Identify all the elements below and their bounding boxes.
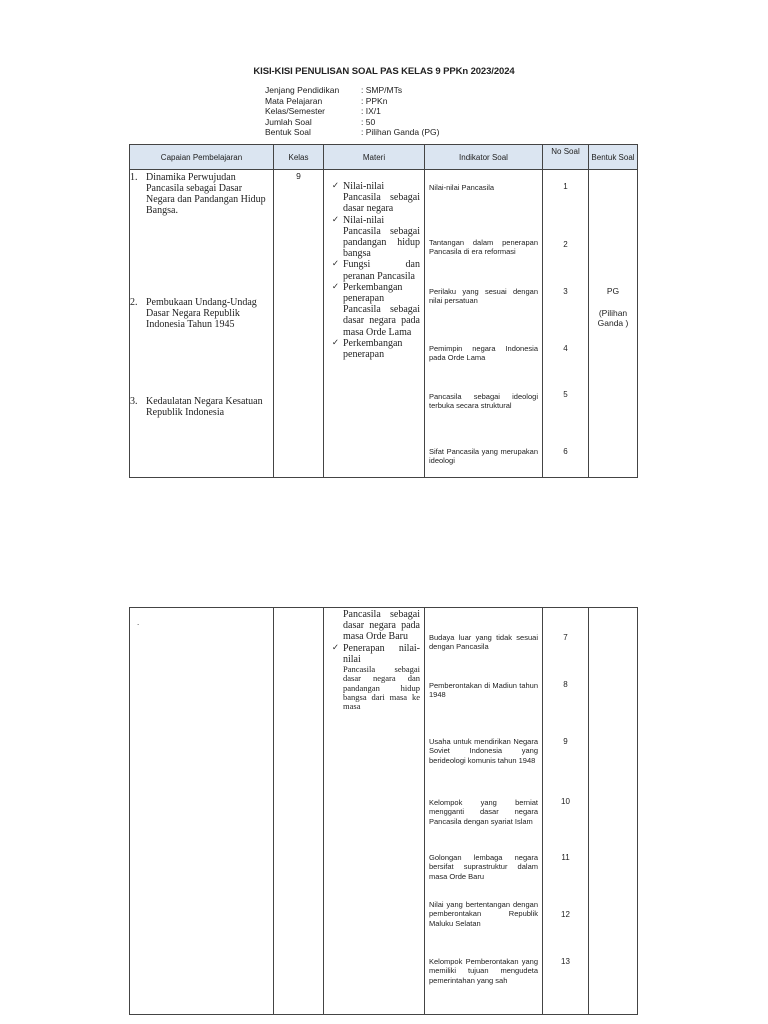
check-icon: ✓: [331, 642, 339, 653]
indikator-text: Nilai-nilai Pancasila: [429, 183, 495, 192]
no-soal: 12: [561, 910, 570, 919]
no-soal: 9: [563, 737, 568, 746]
header-indikator: Indikator Soal: [425, 145, 543, 170]
materi-item: [324, 609, 424, 643]
header-capaian: Capaian Pembelajaran: [130, 145, 274, 170]
no-soal-cell: [543, 170, 589, 478]
materi-text: Fungsi dan peranan Pancasila: [343, 259, 420, 282]
bentuk-soal-cell: [589, 608, 638, 1015]
check-icon: [324, 609, 343, 643]
info-label: Jenjang Pendidikan: [265, 85, 340, 95]
no-soal: 2: [563, 240, 568, 249]
capaian-text: Pembukaan Undang-Undag Dasar Negara Republik Indonesia Tahun 1945: [146, 297, 257, 330]
info-label: Jumlah Soal: [265, 116, 312, 127]
capaian-number: 2.: [130, 297, 138, 308]
no-soal: 4: [563, 344, 568, 353]
materi-text: Perkembangan penerapan Pancasila sebagai dasar negara pada masa Orde Lama: [343, 281, 420, 338]
indikator-text: Pemimpin negara Indonesia pada Orde Lama: [429, 344, 538, 363]
materi-item: [324, 215, 424, 260]
materi-item: [324, 643, 424, 665]
bentuk-soal-cell: [589, 170, 638, 478]
no-soal: 3: [563, 287, 568, 296]
indikator-text: Nilai yang bertentangan dengan pemberontakan Republik Maluku Selatan: [429, 900, 538, 928]
indikator-text: Golongan lembaga negara bersifat suprastruktur dalam masa Orde Baru: [429, 853, 538, 881]
indikator-cell: [425, 170, 543, 478]
bentuk-soal-detail: (Pilihan Ganda ): [597, 308, 629, 328]
indikator-text: Pancasila sebagai ideologi terbuka secara struktural: [429, 392, 538, 411]
no-soal: 7: [563, 633, 568, 642]
indikator-text: Kelompok Pemberontakan yang memiliki tujuan mengudeta pemerintahan yang sah: [429, 957, 538, 985]
materi-text: Pancasila sebagai dasar negara pada masa Orde Baru: [343, 609, 420, 643]
capaian-cell: [130, 170, 274, 478]
capaian-text: Dinamika Perwujudan Pancasila sebagai Dasar Negara dan Pandangan Hidup Bangsa.: [146, 172, 266, 216]
check-icon: [324, 665, 343, 711]
capaian-number: 1.: [130, 172, 138, 183]
header-no-soal: No Soal: [543, 145, 589, 170]
indikator-text: Budaya luar yang tidak sesuai dengan Pancasila: [429, 633, 538, 652]
capaian-number: 3.: [130, 396, 138, 407]
no-soal-cell: [543, 608, 589, 1015]
info-value: : 50: [361, 116, 376, 127]
materi-text: Nilai-nilai Pancasila sebagai pandangan hidup bangsa: [343, 214, 420, 260]
info-row: [265, 96, 439, 107]
materi-item: [324, 259, 424, 281]
no-soal: 13: [561, 957, 570, 966]
bentuk-soal-value: PG: [606, 286, 620, 296]
materi-text: Nilai-nilai Pancasila sebagai dasar negara: [343, 181, 420, 215]
indikator-text: Pemberontakan di Madiun tahun 1948: [429, 681, 538, 700]
capaian-cell: [130, 608, 274, 1015]
indikator-text: Tantangan dalam penerapan Pancasila di era reformasi: [429, 238, 538, 257]
indikator-text: Perilaku yang sesuai dengan nilai persatuan: [429, 287, 538, 306]
info-value: : Pilihan Ganda (PG): [361, 127, 440, 137]
info-row: [265, 106, 439, 117]
info-label: Mata Pelajaran: [265, 95, 323, 106]
kelas-cell: [274, 608, 324, 1015]
indikator-text: Usaha untuk mendirikan Negara Soviet Indonesia yang berideologi komunis tahun 1948: [429, 737, 538, 765]
materi-item: [324, 181, 424, 215]
no-soal: 8: [563, 680, 568, 689]
materi-item: [324, 665, 424, 711]
no-soal: 5: [563, 390, 568, 399]
indikator-text: Sifat Pancasila yang merupakan ideologi: [429, 447, 538, 466]
table-header-row: [130, 145, 638, 170]
info-row: [265, 117, 439, 128]
check-icon: ✓: [331, 181, 339, 191]
indikator-text: Kelompok yang berniat mengganti dasar negara Pancasila dengan syariat Islam: [429, 798, 538, 826]
check-icon: ✓: [331, 214, 339, 225]
capaian-text: Kedaulatan Negara Kesatuan Republik Indonesia: [146, 396, 263, 418]
info-row: [265, 85, 439, 96]
materi-text: Perkembangan penerapan: [343, 337, 403, 361]
capaian-item: [130, 172, 272, 216]
no-soal: 6: [563, 447, 568, 456]
table-row: [130, 608, 638, 1015]
kisi-kisi-table-page-2: [129, 607, 638, 1015]
header-kelas: Kelas: [274, 145, 324, 170]
check-icon: ✓: [331, 259, 339, 270]
materi-text: Penerapan nilai-nilai: [343, 642, 420, 665]
materi-text: Pancasila sebagai dasar negara dan pandangan hidup bangsa dari masa ke masa: [343, 664, 420, 712]
no-soal: 11: [561, 853, 570, 862]
table-row: [130, 170, 638, 478]
document-info: [265, 85, 439, 138]
indikator-cell: [425, 608, 543, 1015]
check-icon: ✓: [331, 337, 339, 348]
document-title: KISI-KISI PENULISAN SOAL PAS KELAS 9 PPKn 2023/2024: [253, 66, 515, 77]
materi-cell: [324, 608, 425, 1015]
materi-item: [324, 338, 424, 360]
continuation-mark: .: [137, 618, 140, 627]
no-soal: 10: [561, 797, 570, 806]
materi-list: [324, 181, 424, 360]
capaian-item: [130, 396, 272, 418]
info-label: Kelas/Semester: [265, 106, 325, 116]
no-soal: 1: [563, 182, 568, 191]
materi-list: [324, 609, 424, 712]
materi-item: [324, 282, 424, 338]
kelas-cell: 9: [274, 170, 324, 478]
capaian-item: [130, 297, 272, 330]
check-icon: ✓: [331, 281, 339, 292]
info-value: : IX/1: [361, 106, 381, 116]
info-row: [265, 127, 439, 138]
info-value: : SMP/MTs: [361, 85, 403, 95]
header-bentuk-soal: Bentuk Soal: [589, 145, 638, 170]
info-value: : PPKn: [361, 95, 388, 106]
header-materi: Materi: [324, 145, 425, 170]
materi-cell: [324, 170, 425, 478]
kisi-kisi-table-page-1: [129, 144, 638, 478]
info-label: Bentuk Soal: [265, 127, 311, 137]
